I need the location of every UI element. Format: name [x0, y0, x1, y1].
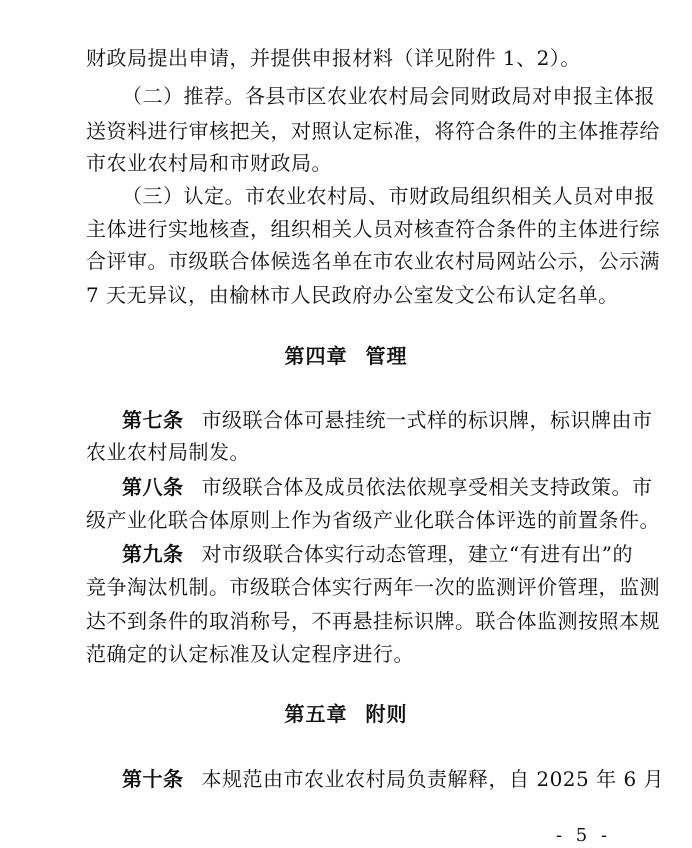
article-text: 本规范由市农业农村局负责解释，自 2025 年 6 月 — [201, 767, 665, 791]
paragraph-line: 合评审。市级联合体候选名单在市农业农村局网站公示，公示满 — [86, 249, 660, 273]
article-line: 农业农村局制发。 — [86, 440, 250, 464]
article-label: 第九条 — [122, 542, 184, 566]
article-label: 第十条 — [122, 767, 184, 791]
article-line — [122, 408, 653, 432]
article-text: 市级联合体及成员依法依规享受相关支持政策。市 — [201, 475, 653, 499]
paragraph-line: 送资料进行审核把关，对照认定标准，将符合条件的主体推荐给 — [86, 119, 660, 143]
chapter-heading — [0, 702, 692, 726]
chapter-heading — [0, 344, 692, 368]
article-line — [122, 767, 665, 791]
article-line: 达不到条件的取消称号，不再悬挂标识牌。联合体监测按照本规 — [86, 609, 660, 633]
paragraph-line: 主体进行实地核查，组织相关人员对核查符合条件的主体进行综 — [86, 217, 660, 241]
article-text: 市级联合体可悬挂统一式样的标识牌，标识牌由市 — [201, 408, 653, 432]
chapter-title: 附则 — [365, 702, 408, 726]
article-line: 竞争淘汰机制。市级联合体实行两年一次的监测评价管理，监测 — [86, 575, 660, 599]
paragraph-line: （三）认定。市农业农村局、市财政局组织相关人员对申报 — [122, 184, 655, 208]
article-line: 级产业化联合体原则上作为省级产业化联合体评选的前置条件。 — [86, 508, 660, 532]
paragraph-line: 财政局提出申请，并提供申报材料（详见附件 1、2）。 — [86, 46, 581, 70]
article-label: 第七条 — [122, 408, 184, 432]
paragraph-line: 7 天无异议，由榆林市人民政府办公室发文公布认定名单。 — [86, 283, 619, 307]
article-text: 对市级联合体实行动态管理，建立“有进有出”的 — [201, 542, 633, 566]
chapter-number: 第四章 — [284, 344, 348, 368]
article-label: 第八条 — [122, 475, 184, 499]
article-line — [122, 542, 633, 566]
paragraph-line: 市农业农村局和市财政局。 — [86, 151, 332, 175]
chapter-number: 第五章 — [284, 702, 348, 726]
chapter-title: 管理 — [365, 344, 408, 368]
paragraph-line: （二）推荐。各县市区农业农村局会同财政局对申报主体报 — [122, 84, 655, 108]
page-number: - 5 - — [556, 825, 612, 846]
article-line: 范确定的认定标准及认定程序进行。 — [86, 642, 414, 666]
article-line — [122, 475, 653, 499]
